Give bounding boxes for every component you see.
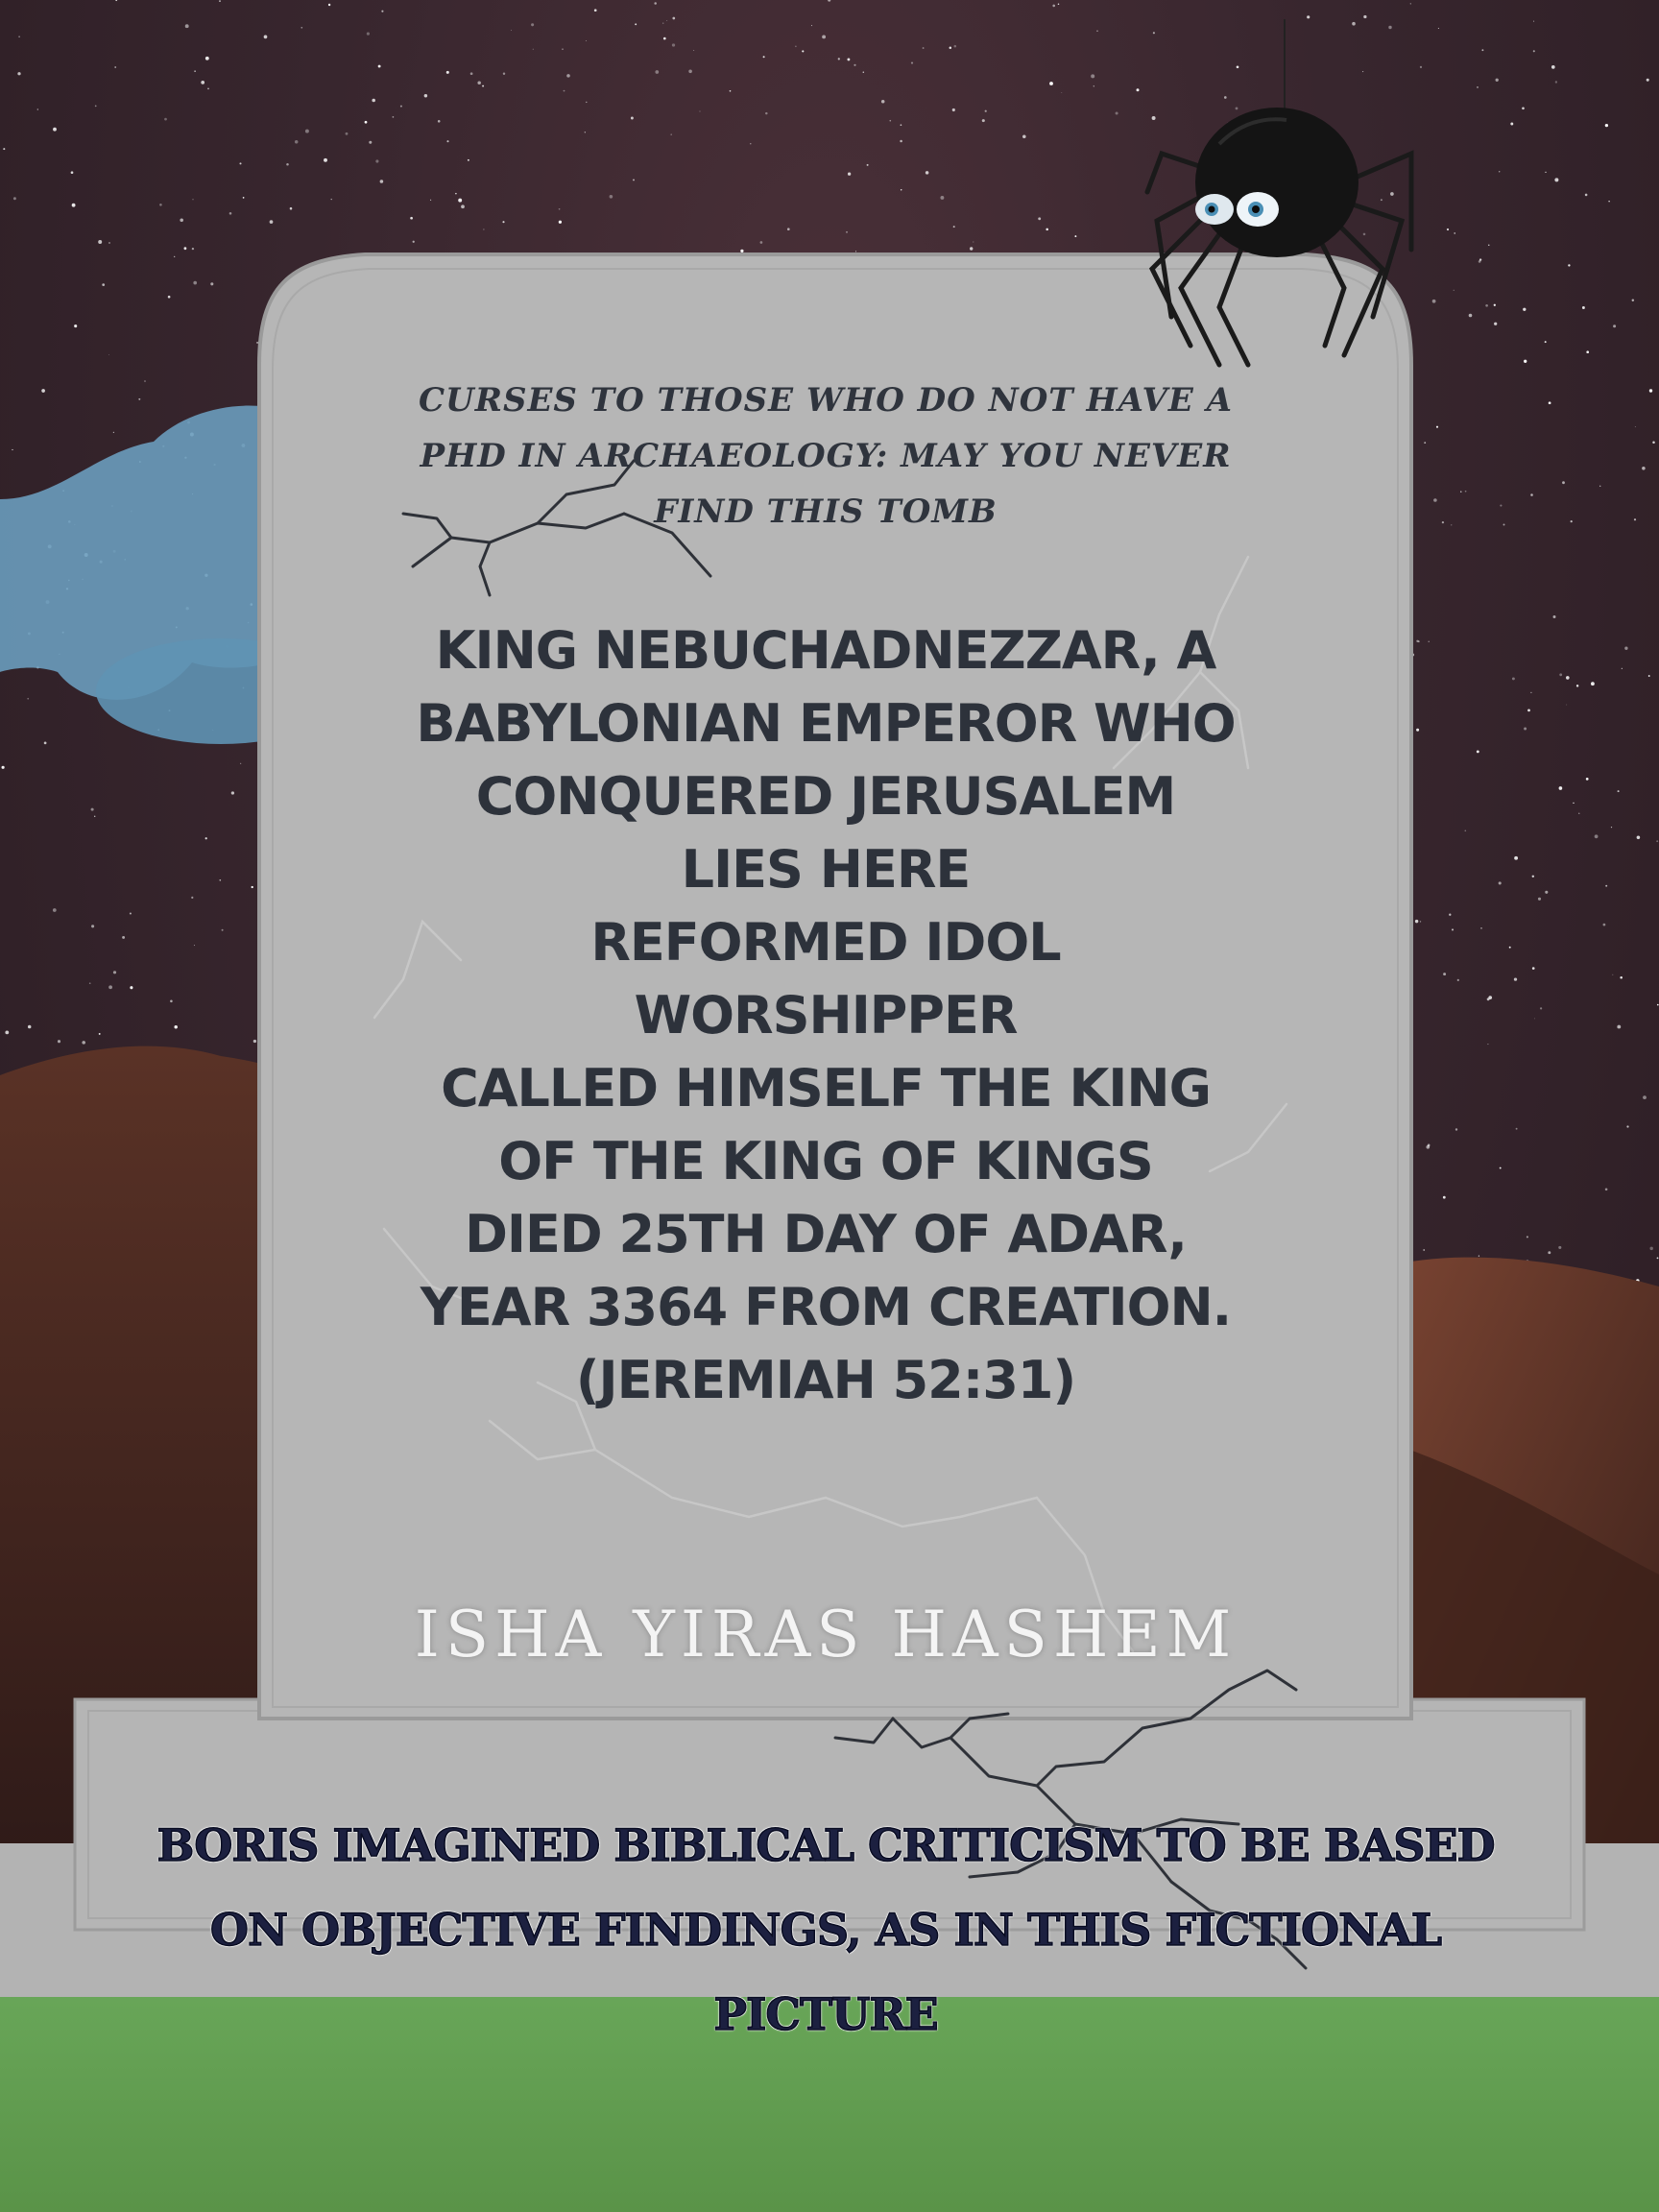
signature: ISHA YIRAS HASHEM — [414, 1598, 1238, 1671]
curse-line: FIND THIS TOMB — [654, 493, 998, 531]
epitaph-line: BABYLONIAN EMPEROR WHO — [416, 693, 1236, 754]
caption — [58, 1803, 1594, 2056]
epitaph-line: KING NEBUCHADNEZZAR, A — [435, 620, 1216, 681]
epitaph-line: DIED 25TH DAY OF ADAR, — [465, 1204, 1187, 1264]
epitaph-line: WORSHIPPER — [634, 985, 1018, 1046]
epitaph-line: REFORMED IDOL — [590, 912, 1061, 973]
curse-line: PHD IN ARCHAEOLOGY: MAY YOU NEVER — [420, 437, 1232, 475]
epitaph-line: LIES HERE — [681, 839, 971, 900]
epitaph-line: YEAR 3364 FROM CREATION. — [420, 1277, 1232, 1337]
caption-line: PICTURE — [713, 1988, 938, 2040]
curse-line: CURSES TO THOSE WHO DO NOT HAVE A — [418, 381, 1233, 420]
caption-line: ON OBJECTIVE FINDINGS, AS IN THIS FICTIONAL — [209, 1904, 1442, 1956]
epitaph-line: CONQUERED JERUSALEM — [475, 766, 1176, 827]
epitaph — [288, 614, 1363, 1417]
epitaph-line: CALLED HIMSELF THE KING — [441, 1058, 1211, 1118]
caption-line: BORIS IMAGINED BIBLICAL CRITICISM TO BE BASED — [156, 1819, 1495, 1871]
curse-inscription — [346, 373, 1306, 540]
epitaph-line: OF THE KING OF KINGS — [498, 1131, 1153, 1191]
epitaph-line: (JEREMIAH 52:31) — [575, 1350, 1076, 1410]
